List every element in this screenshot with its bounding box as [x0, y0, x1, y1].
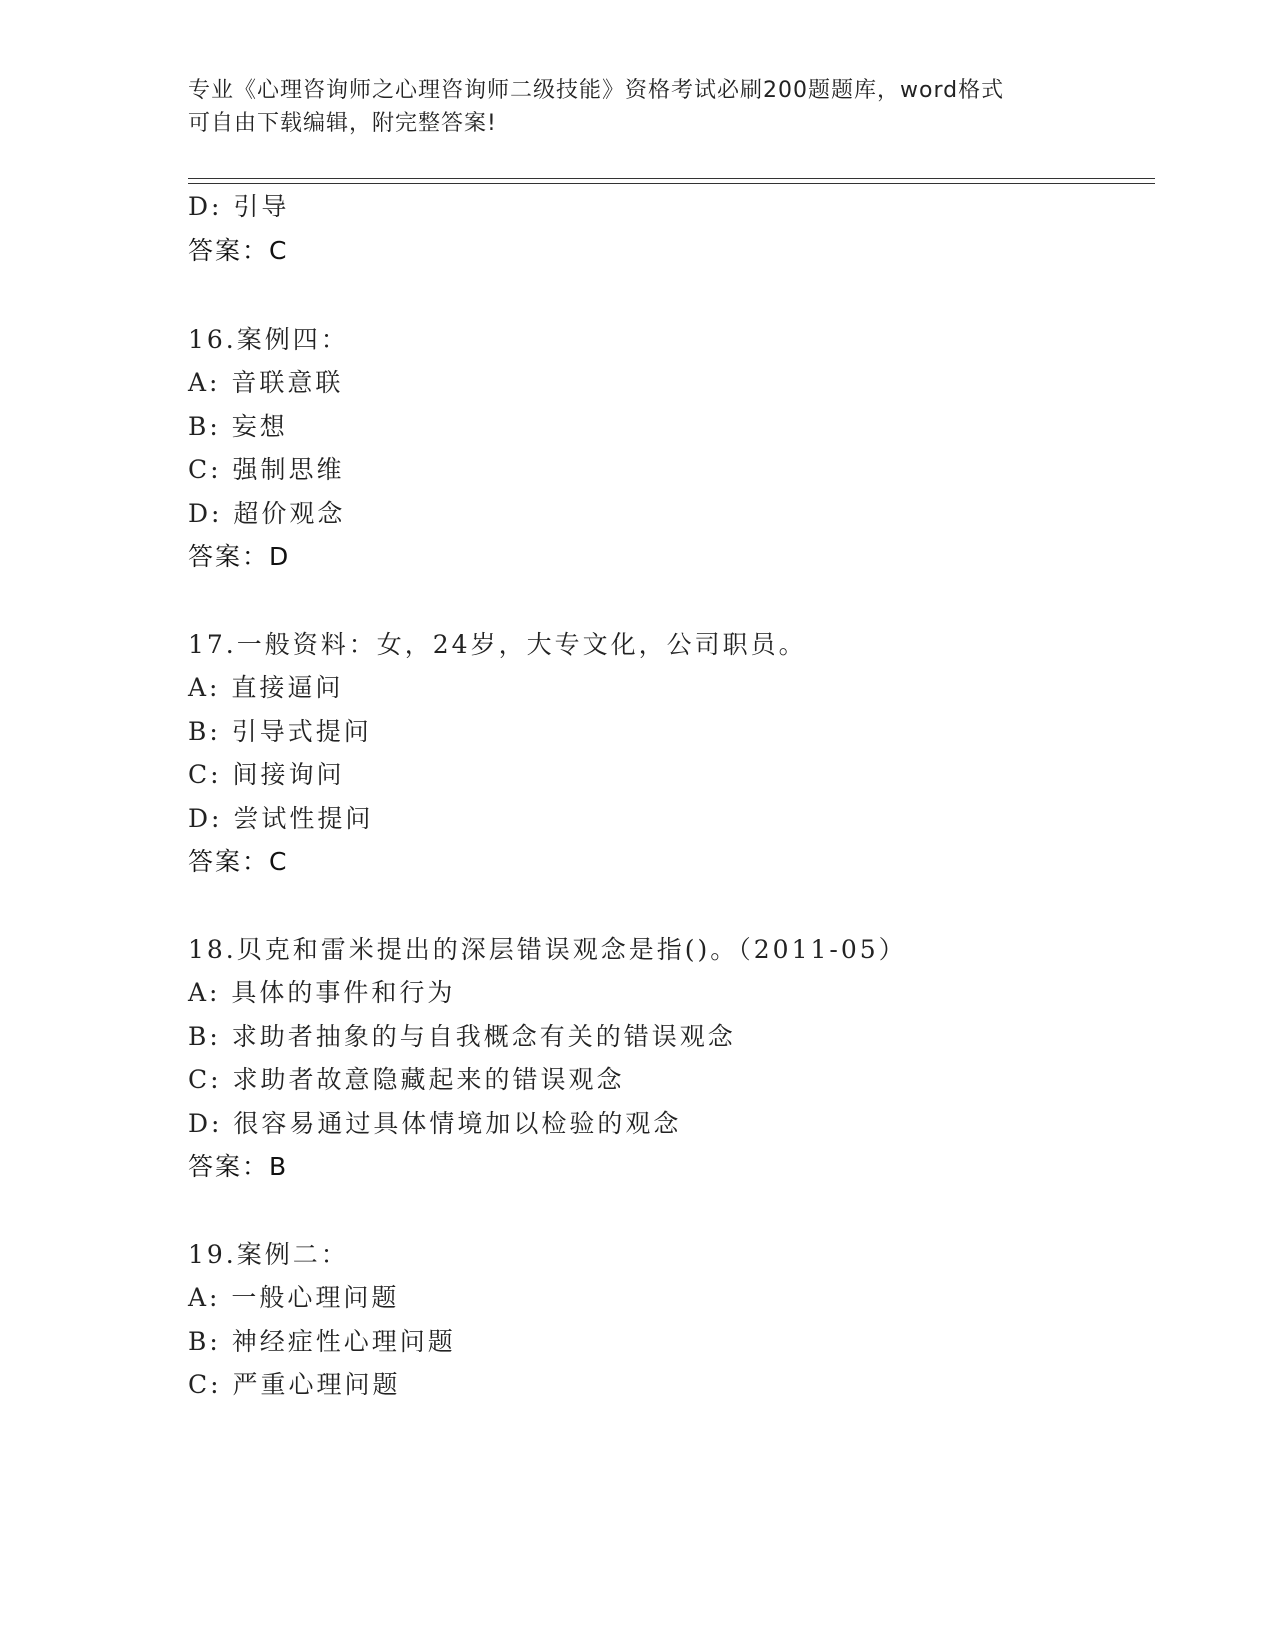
option-d: D: 超价观念 — [188, 499, 346, 528]
answer-line: 答案：D — [188, 542, 291, 571]
option-c: C: 间接询问 — [188, 760, 345, 789]
option-b: B: 妄想 — [188, 412, 288, 441]
answer-line: 答案：C — [188, 847, 289, 876]
option-b: B: 神经症性心理问题 — [188, 1327, 456, 1356]
option-a: A: 具体的事件和行为 — [188, 978, 456, 1007]
answer-line: 答案：C — [188, 236, 289, 265]
option-d: D: 尝试性提问 — [188, 804, 374, 833]
option-c: C: 求助者故意隐藏起来的错误观念 — [188, 1065, 625, 1094]
header-divider-bottom — [188, 183, 1155, 184]
document-header — [188, 74, 1088, 140]
question-stem: 16.案例四： — [188, 325, 349, 354]
option-c: C: 严重心理问题 — [188, 1370, 401, 1399]
question-stem: 18.贝克和雷米提出的深层错误观念是指()。（2011-05） — [188, 935, 907, 964]
option-c: C: 强制思维 — [188, 455, 345, 484]
option-b: B: 求助者抽象的与自我概念有关的错误观念 — [188, 1022, 736, 1051]
question-stem: 17.一般资料：女，24岁，大专文化，公司职员。 — [188, 630, 807, 659]
question-stem: 19.案例二： — [188, 1240, 349, 1269]
option-d: D: 很容易通过具体情境加以检验的观念 — [188, 1109, 682, 1138]
option-b: B: 引导式提问 — [188, 717, 372, 746]
option-d: D: 引导 — [188, 192, 290, 221]
header-line-1: 专业《心理咨询师之心理咨询师二级技能》资格考试必刷200题题库，word格式 — [188, 78, 1005, 103]
option-a: A: 直接逼问 — [188, 673, 344, 702]
header-divider-top — [188, 178, 1155, 179]
option-a: A: 一般心理问题 — [188, 1283, 400, 1312]
header-line-2: 可自由下载编辑，附完整答案! — [188, 111, 497, 136]
answer-line: 答案：B — [188, 1152, 289, 1181]
option-a: A: 音联意联 — [188, 368, 344, 397]
